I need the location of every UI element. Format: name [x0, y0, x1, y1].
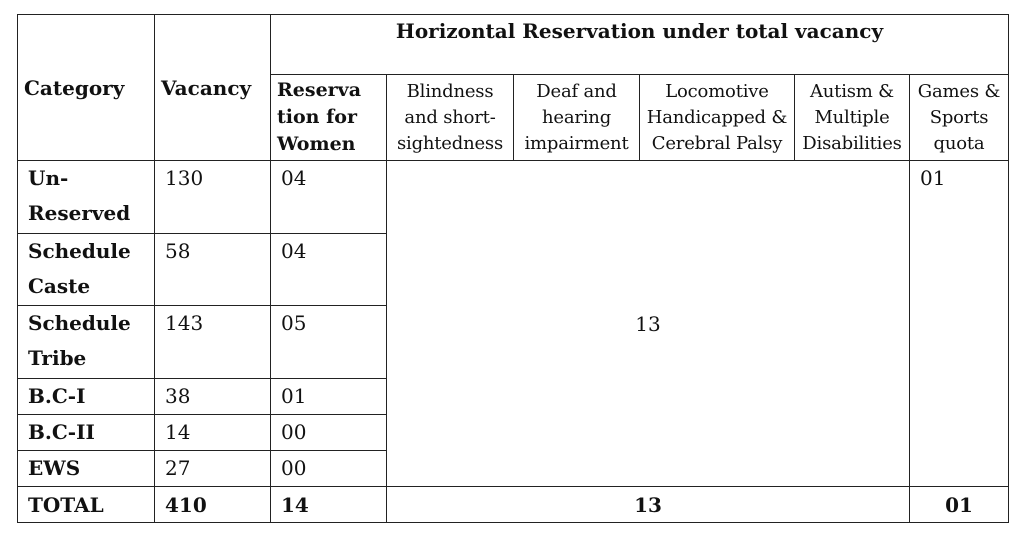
header-row-top	[18, 15, 1009, 75]
row-vacancy: 58	[155, 234, 271, 306]
disability-merged-cell: 13	[387, 161, 910, 487]
header-category: Category	[18, 15, 155, 161]
row-category: B.C-II	[18, 415, 155, 451]
header-vacancy: Vacancy	[155, 15, 271, 161]
row-vacancy: 38	[155, 379, 271, 415]
header-horizontal-reservation: Horizontal Reservation under total vacancy	[271, 15, 1009, 75]
row-women: 04	[271, 234, 387, 306]
header-deaf: Deaf and hearing impairment	[514, 75, 640, 161]
header-locomotive: Locomotive Handicapped & Cerebral Palsy	[640, 75, 795, 161]
row-women: 00	[271, 415, 387, 451]
table-row	[18, 161, 1009, 234]
header-blindness: Blindness and short-sightedness	[387, 75, 514, 161]
total-row	[18, 487, 1009, 523]
total-vacancy: 410	[155, 487, 271, 523]
row-women: 05	[271, 306, 387, 379]
total-label: TOTAL	[18, 487, 155, 523]
reservation-table	[17, 14, 1009, 523]
row-category: Schedule Tribe	[18, 306, 155, 379]
row-category: Un-Reserved	[18, 161, 155, 234]
header-games: Games & Sports quota	[910, 75, 1009, 161]
header-women: Reserva tion for Women	[271, 75, 387, 161]
games-quota-cell: 01	[910, 161, 1009, 487]
row-vacancy: 27	[155, 451, 271, 487]
row-vacancy: 143	[155, 306, 271, 379]
row-category: EWS	[18, 451, 155, 487]
total-games: 01	[910, 487, 1009, 523]
row-women: 00	[271, 451, 387, 487]
row-women: 01	[271, 379, 387, 415]
total-women: 14	[271, 487, 387, 523]
total-disability: 13	[387, 487, 910, 523]
row-category: B.C-I	[18, 379, 155, 415]
header-autism: Autism & Multiple Disabilities	[795, 75, 910, 161]
row-vacancy: 130	[155, 161, 271, 234]
row-vacancy: 14	[155, 415, 271, 451]
row-women: 04	[271, 161, 387, 234]
row-category: Schedule Caste	[18, 234, 155, 306]
